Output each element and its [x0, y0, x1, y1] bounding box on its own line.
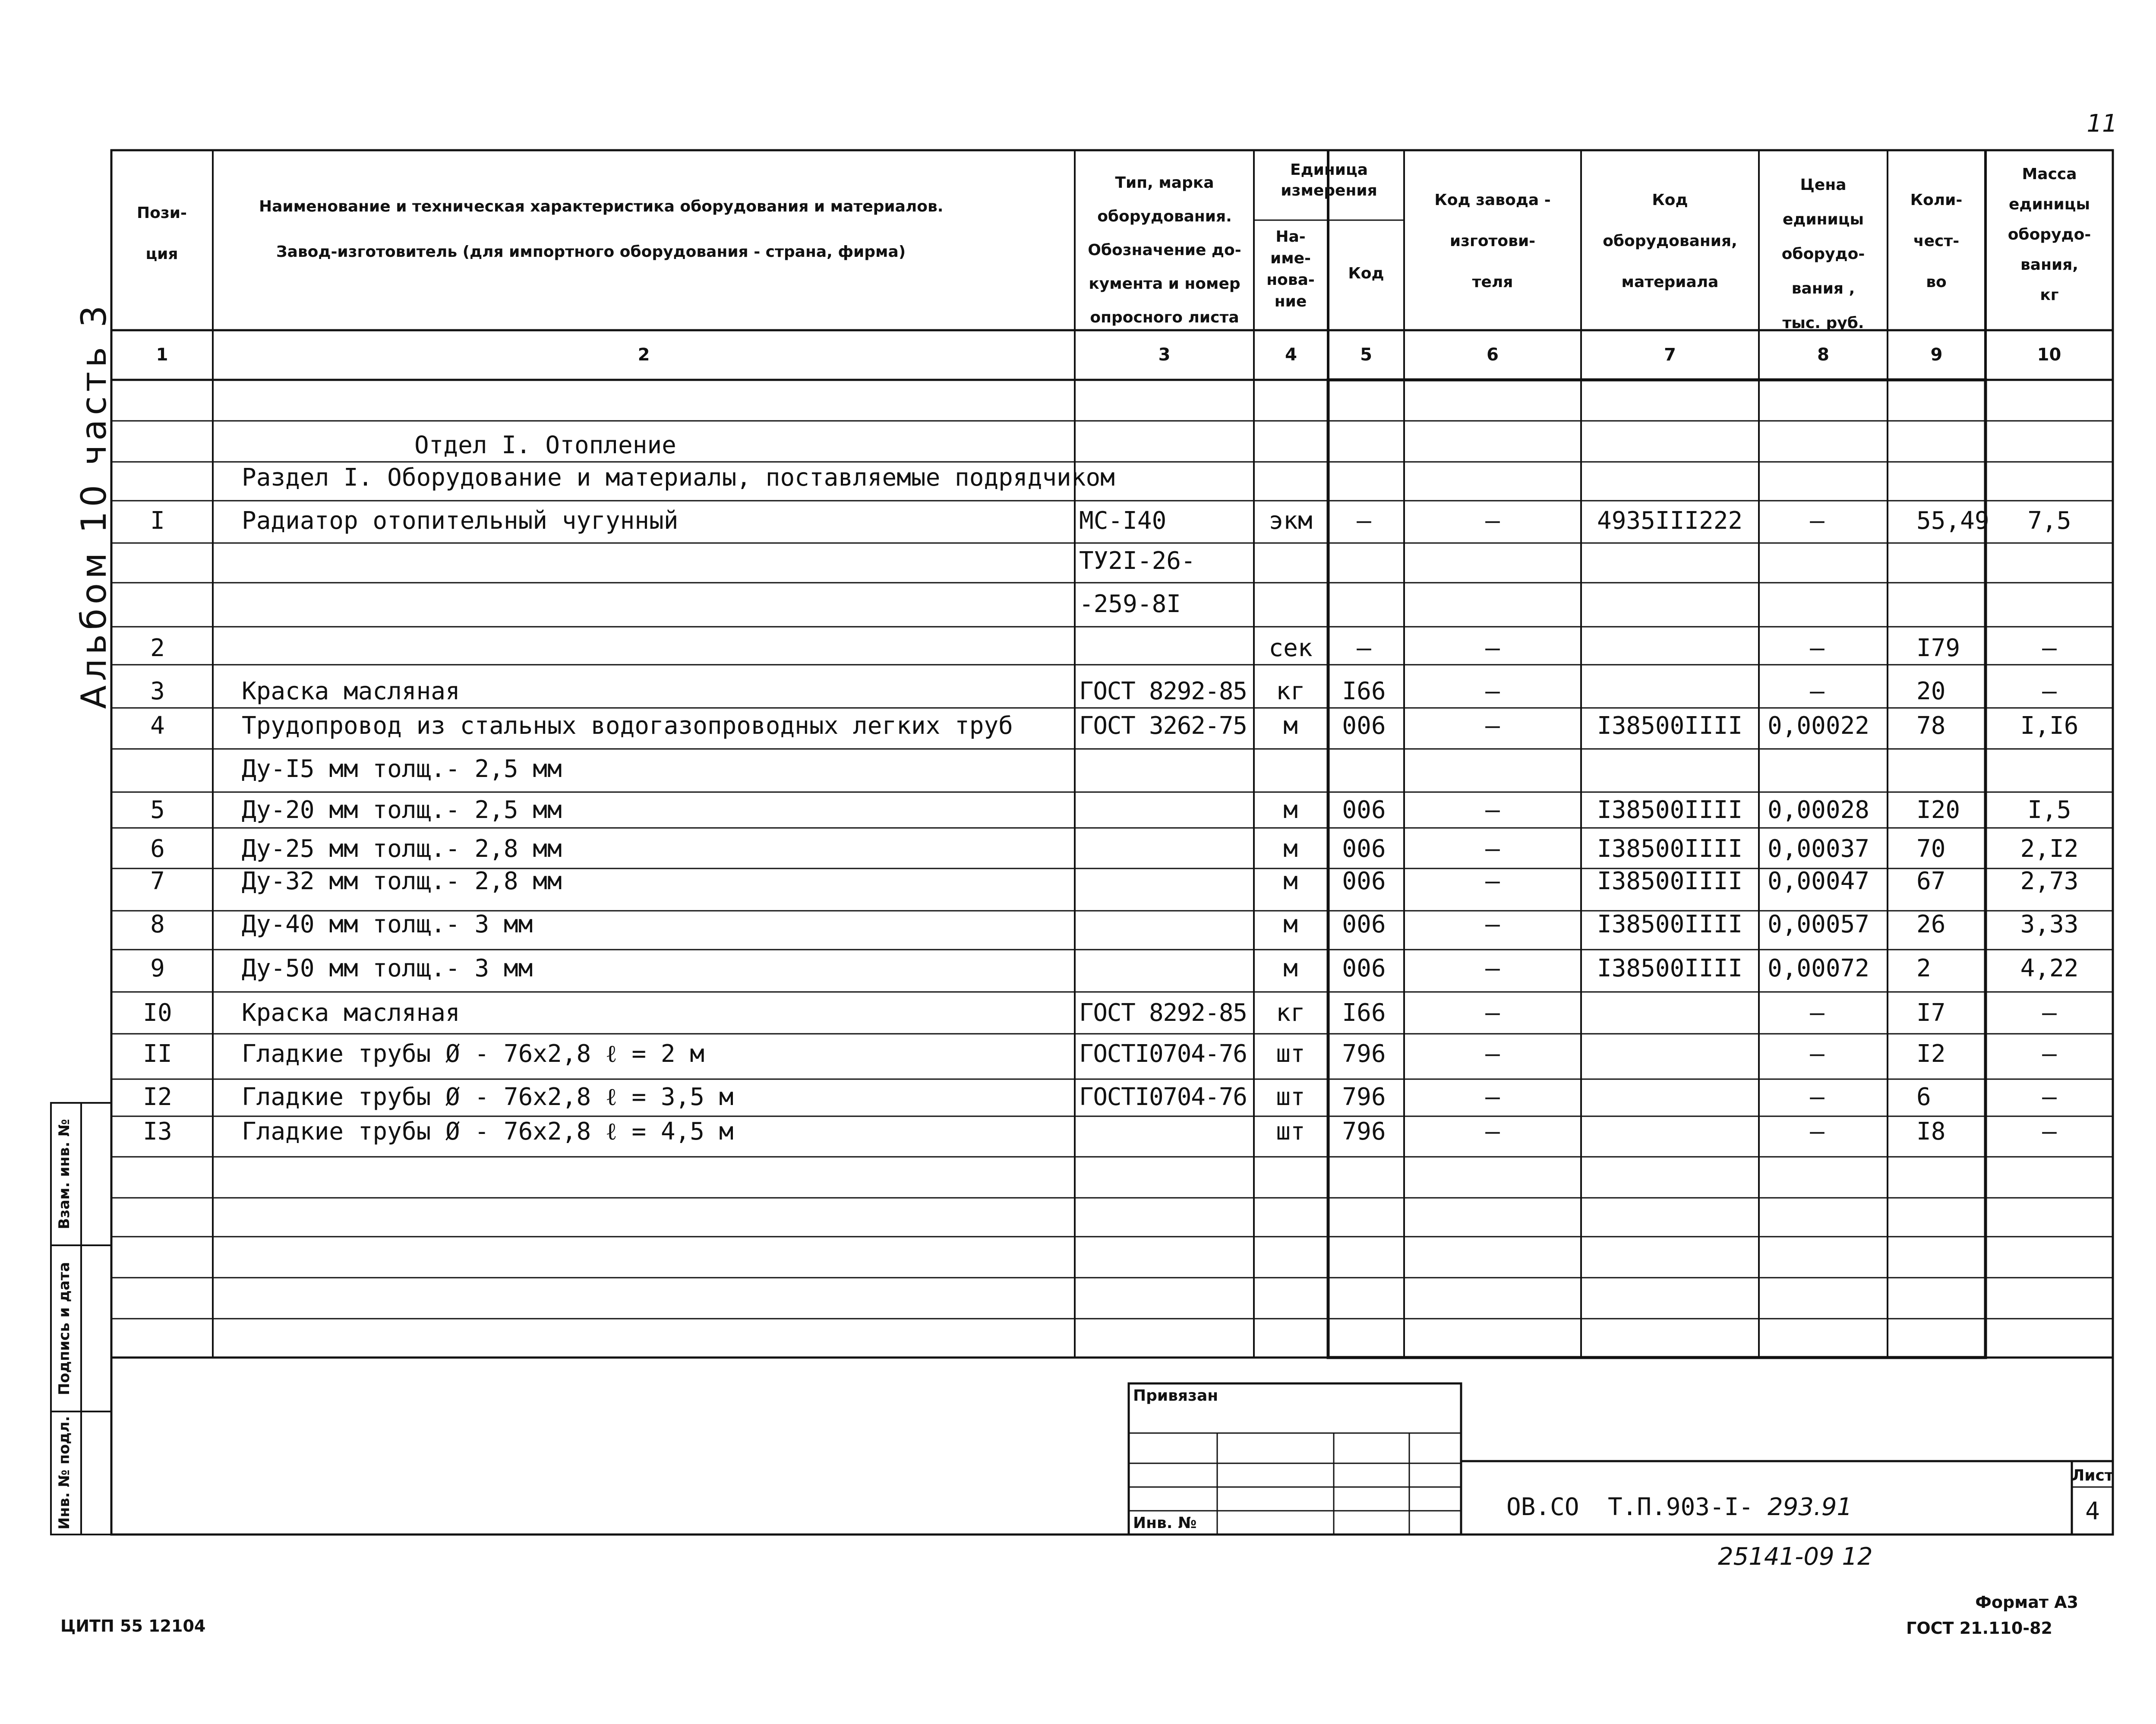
row-unit: экм	[1269, 507, 1313, 535]
header-unit: измерения	[1281, 182, 1377, 199]
header-equipment-code: Код	[1652, 191, 1688, 209]
row-unit: м	[1283, 910, 1298, 938]
row-name: Трудопровод из стальных водогазопроводных легких труб	[242, 712, 1013, 740]
header-unit-name: На-	[1275, 228, 1306, 246]
subsection-title: Раздел I. Оборудование и материалы, поставляемые подрядчиком	[242, 464, 1115, 492]
row-name: Ду-40 мм толщ.- 3 мм	[242, 910, 533, 938]
header-quantity: Коли-	[1910, 191, 1963, 209]
column-number: 3	[1158, 345, 1171, 365]
row-price: –	[1810, 677, 1825, 705]
row-name: Гладкие трубы Ø - 76x2,8 ℓ = 4,5 м	[242, 1118, 734, 1146]
row-position: I3	[143, 1118, 172, 1146]
row-price: 0,00022	[1768, 712, 1870, 740]
row-mass: 3,33	[2020, 910, 2079, 938]
row-mass: –	[2042, 999, 2057, 1027]
archive-number: 25141-09 12	[1718, 1543, 1873, 1571]
row-unit: сек	[1269, 634, 1313, 662]
row-position: I0	[143, 999, 172, 1027]
row-type: -259-8I	[1079, 590, 1181, 618]
row-mass: I,I6	[2020, 712, 2079, 740]
row-factory-code: –	[1485, 677, 1500, 705]
row-type: ТУ2I-26-	[1079, 547, 1196, 575]
row-quantity: 2	[1916, 954, 1931, 982]
row-mass: –	[2042, 1040, 2057, 1068]
row-position: I2	[143, 1083, 172, 1111]
header-mass: единицы	[2008, 196, 2090, 213]
row-unit: м	[1283, 954, 1298, 982]
header-price: тыс. руб.	[1782, 314, 1864, 332]
row-name: Ду-25 мм толщ.- 2,8 мм	[242, 835, 562, 863]
header-mass: Масса	[2022, 165, 2077, 183]
stamp-inventory-no: Инв. №	[1133, 1514, 1197, 1532]
row-price: –	[1810, 634, 1825, 662]
header-quantity: чест-	[1913, 232, 1960, 250]
row-type: ГОСТ 3262-75	[1079, 712, 1247, 740]
header-mass: вания,	[2020, 256, 2078, 274]
row-quantity: I20	[1916, 796, 1960, 824]
row-factory-code: –	[1485, 634, 1500, 662]
header-unit-code: Код	[1348, 265, 1384, 282]
row-unit-code: I66	[1342, 999, 1386, 1027]
row-name: Ду-I5 мм толщ.- 2,5 мм	[242, 755, 562, 783]
row-quantity: 78	[1916, 712, 1946, 740]
header-factory-code: Код завода -	[1434, 191, 1551, 209]
row-quantity: I79	[1916, 634, 1960, 662]
row-price: 0,00057	[1768, 910, 1870, 938]
row-equipment-code: I38500IIII	[1597, 796, 1743, 824]
row-unit: шт	[1276, 1040, 1305, 1068]
header-unit-name: име-	[1270, 249, 1311, 267]
row-price: –	[1810, 1118, 1825, 1146]
row-quantity: I8	[1916, 1118, 1946, 1146]
header-price: оборудо-	[1781, 245, 1865, 263]
header-name: Наименование и техническая характеристика оборудования и материалов.	[259, 198, 944, 215]
column-number: 7	[1664, 345, 1676, 365]
row-unit: м	[1283, 867, 1298, 895]
row-factory-code: –	[1485, 999, 1500, 1027]
row-unit-code: 006	[1342, 712, 1386, 740]
row-price: 0,00047	[1768, 867, 1870, 895]
header-mass: оборудо-	[2008, 226, 2091, 243]
header-quantity: во	[1926, 273, 1947, 291]
header-unit: Единица	[1290, 161, 1368, 179]
row-type: МС-I40	[1079, 507, 1167, 535]
row-name: Краска масляная	[242, 677, 460, 705]
row-unit: м	[1283, 796, 1298, 824]
stamp-list-label: Лист	[2071, 1467, 2114, 1484]
row-factory-code: –	[1485, 867, 1500, 895]
row-factory-code: –	[1485, 910, 1500, 938]
row-type: ГОСТ 8292-85	[1079, 677, 1247, 705]
row-name: Гладкие трубы Ø - 76x2,8 ℓ = 2 м	[242, 1040, 704, 1068]
header-type: Обозначение до-	[1088, 241, 1241, 259]
header-position: ция	[145, 245, 178, 263]
row-name: Гладкие трубы Ø - 76x2,8 ℓ = 3,5 м	[242, 1083, 734, 1111]
row-unit-code: 006	[1342, 867, 1386, 895]
row-position: 5	[150, 796, 165, 824]
header-factory-code: изготови-	[1449, 232, 1536, 250]
row-mass: 4,22	[2020, 954, 2079, 982]
section-title: Отдел I. Отопление	[414, 431, 676, 459]
header-type: опросного листа	[1090, 309, 1239, 326]
row-position: I	[150, 507, 165, 535]
stamp-document: Т.П.903-I-	[1608, 1493, 1754, 1521]
footer-gost: ГОСТ 21.110-82	[1906, 1619, 2052, 1638]
row-position: 3	[150, 677, 165, 705]
row-unit-code: –	[1357, 634, 1371, 662]
column-number: 5	[1360, 345, 1372, 365]
row-unit: м	[1283, 712, 1298, 740]
row-equipment-code: I38500IIII	[1597, 910, 1743, 938]
header-position: Пози-	[137, 204, 187, 222]
row-mass: 2,73	[2020, 867, 2079, 895]
row-equipment-code: I38500IIII	[1597, 867, 1743, 895]
row-type: ГОСТ 8292-85	[1079, 999, 1247, 1027]
row-quantity: 20	[1916, 677, 1946, 705]
side-label-signature-date: Подпись и дата	[56, 1262, 73, 1396]
row-position: 6	[150, 835, 165, 863]
row-unit-code: –	[1357, 507, 1371, 535]
row-quantity: 70	[1916, 835, 1946, 863]
header-equipment-code: оборудования,	[1603, 232, 1737, 250]
row-mass: 2,I2	[2020, 835, 2079, 863]
row-unit-code: 796	[1342, 1040, 1386, 1068]
header-mass: кг	[2040, 286, 2059, 304]
footer-format: Формат А3	[1975, 1593, 2078, 1612]
header-factory-code: теля	[1472, 273, 1513, 291]
row-name: Краска масляная	[242, 999, 460, 1027]
row-price: 0,00072	[1768, 954, 1870, 982]
row-type: ГОСТI0704-76	[1079, 1040, 1247, 1068]
row-unit: кг	[1276, 999, 1305, 1027]
row-quantity: 26	[1916, 910, 1946, 938]
column-number: 6	[1487, 345, 1499, 365]
sheet-mark: 11	[2087, 110, 2118, 138]
row-mass: 7,5	[2027, 507, 2071, 535]
row-name: Ду-20 мм толщ.- 2,5 мм	[242, 796, 562, 824]
row-equipment-code: 4935III222	[1597, 507, 1743, 535]
row-quantity: I7	[1916, 999, 1946, 1027]
row-quantity: I2	[1916, 1040, 1946, 1068]
side-label-inventory: Инв. № подл.	[56, 1416, 73, 1530]
row-price: 0,00037	[1768, 835, 1870, 863]
row-name: Ду-32 мм толщ.- 2,8 мм	[242, 867, 562, 895]
row-price: 0,00028	[1768, 796, 1870, 824]
row-price: –	[1810, 1040, 1825, 1068]
header-type: кумента и номер	[1089, 275, 1241, 293]
column-number: 8	[1817, 345, 1829, 365]
album-label: Альбом 10 часть 3	[74, 301, 114, 709]
column-number: 2	[638, 345, 650, 365]
row-type: ГОСТI0704-76	[1079, 1083, 1247, 1111]
side-label-replace-inv: Взам. инв. №	[56, 1119, 73, 1229]
row-factory-code: –	[1485, 1040, 1500, 1068]
row-unit-code: 006	[1342, 796, 1386, 824]
column-number: 10	[2037, 345, 2061, 365]
row-quantity: 55,49	[1916, 507, 1989, 535]
row-unit: шт	[1276, 1118, 1305, 1146]
row-unit: шт	[1276, 1083, 1305, 1111]
row-equipment-code: I38500IIII	[1597, 835, 1743, 863]
footer-citp: ЦИТП 55 12104	[60, 1617, 206, 1636]
row-mass: I,5	[2027, 796, 2071, 824]
row-factory-code: –	[1485, 1083, 1500, 1111]
header-unit-name: ние	[1274, 293, 1307, 310]
row-unit-code: 796	[1342, 1083, 1386, 1111]
row-position: 7	[150, 867, 165, 895]
header-equipment-code: материала	[1621, 273, 1719, 291]
row-price: –	[1810, 999, 1825, 1027]
header-price: Цена	[1800, 176, 1847, 194]
stamp-code: ОВ.СО	[1506, 1493, 1579, 1521]
row-position: 4	[150, 712, 165, 740]
row-equipment-code: I38500IIII	[1597, 712, 1743, 740]
row-quantity: 67	[1916, 867, 1946, 895]
row-factory-code: –	[1485, 507, 1500, 535]
header-unit-name: нова-	[1266, 271, 1315, 289]
column-number: 1	[156, 345, 168, 365]
row-position: II	[143, 1040, 172, 1068]
row-position: 8	[150, 910, 165, 938]
row-mass: –	[2042, 1083, 2057, 1111]
row-factory-code: –	[1485, 835, 1500, 863]
row-name: Радиатор отопительный чугунный	[242, 507, 679, 535]
row-name: Ду-50 мм толщ.- 3 мм	[242, 954, 533, 982]
row-factory-code: –	[1485, 954, 1500, 982]
row-unit-code: 006	[1342, 954, 1386, 982]
row-unit: м	[1283, 835, 1298, 863]
row-position: 2	[150, 634, 165, 662]
row-unit-code: 006	[1342, 910, 1386, 938]
row-factory-code: –	[1485, 1118, 1500, 1146]
header-price: вания ,	[1791, 280, 1855, 297]
row-unit: кг	[1276, 677, 1305, 705]
row-equipment-code: I38500IIII	[1597, 954, 1743, 982]
header-price: единицы	[1782, 211, 1864, 228]
header-type: оборудования.	[1097, 208, 1232, 225]
column-number: 4	[1285, 345, 1297, 365]
stamp-privyazan: Привязан	[1133, 1387, 1218, 1405]
header-type: Тип, марка	[1115, 174, 1214, 192]
row-unit-code: I66	[1342, 677, 1386, 705]
row-factory-code: –	[1485, 712, 1500, 740]
row-price: –	[1810, 507, 1825, 535]
stamp-list-no: 4	[2085, 1497, 2100, 1525]
row-mass: –	[2042, 634, 2057, 662]
row-mass: –	[2042, 677, 2057, 705]
row-price: –	[1810, 1083, 1825, 1111]
row-factory-code: –	[1485, 796, 1500, 824]
row-quantity: 6	[1916, 1083, 1931, 1111]
stamp-document-hand: 293.91	[1768, 1493, 1852, 1521]
header-name: Завод-изготовитель (для импортного оборудования - страна, фирма)	[276, 243, 906, 261]
row-unit-code: 796	[1342, 1118, 1386, 1146]
row-mass: –	[2042, 1118, 2057, 1146]
row-unit-code: 006	[1342, 835, 1386, 863]
row-position: 9	[150, 954, 165, 982]
column-number: 9	[1930, 345, 1943, 365]
